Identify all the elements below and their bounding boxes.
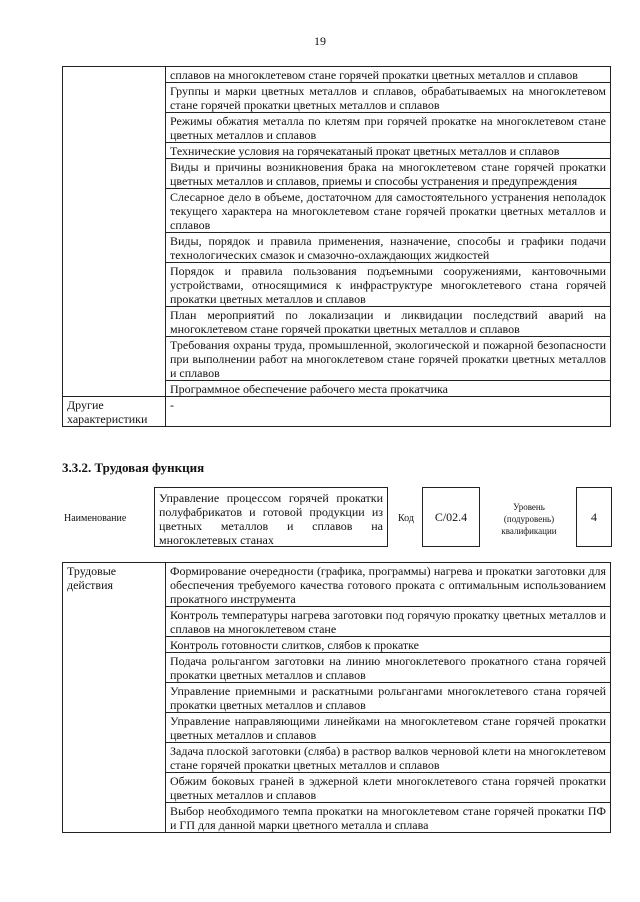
knowledge-table xyxy=(62,66,611,427)
section-title: 3.3.2. Трудовая функция xyxy=(62,460,205,475)
table-cell: Управление приемными и раскатными рольгангами многоклетевого стана горячей прокатки цветных металлов и сплавов xyxy=(166,683,611,713)
table-cell: Технические условия на горячекатаный прокат цветных металлов и сплавов xyxy=(166,143,611,159)
level-label xyxy=(486,501,572,537)
table-row xyxy=(63,397,611,427)
table-cell: Слесарное дело в объеме, достаточном для самостоятельного устранения неполадок текущего характера на многоклетевом стане горячей прокатки цветных металлов и сплавов xyxy=(166,189,611,233)
other-characteristics-value: - xyxy=(166,397,611,427)
function-code-value: C/02.4 xyxy=(434,509,468,524)
table-cell: Программное обеспечение рабочего места прокатчика xyxy=(166,381,611,397)
table-cell: Формирование очередности (графика, программы) нагрева и прокатки заготовки для обеспечения требуемого качества готового проката с оптимальным использованием прокатного инструмента xyxy=(166,563,611,607)
table-cell: Выбор необходимого темпа прокатки на многоклетевом стане горячей прокатки ПФ и ГП для данной марки цветного металла и сплава xyxy=(166,803,611,833)
row-label-cell xyxy=(63,67,166,397)
table-row xyxy=(63,67,611,83)
labor-actions-label: Трудовые действия xyxy=(63,563,166,833)
page-number: 19 xyxy=(314,34,326,48)
code-label: Код xyxy=(398,513,414,524)
table-cell: Виды, порядок и правила применения, назначение, способы и графики подачи технологических смазок и смазочно-охлаждающих жидкостей xyxy=(166,233,611,263)
table-cell: Порядок и правила пользования подъемными сооружениями, кантовочными устройствами, относящимися к инфраструктуре многоклетевого стана горячей прокатки цветных металлов и сплавов xyxy=(166,263,611,307)
qualification-level-value: 4 xyxy=(591,509,597,524)
qualification-level xyxy=(576,487,612,547)
labor-actions-table xyxy=(62,562,611,833)
table-cell: Режимы обжатия металла по клетям при горячей прокатке на многоклетевом стане цветных металлов и сплавов xyxy=(166,113,611,143)
table-cell: Обжим боковых граней в эджерной клети многоклетевого стана горячей прокатки цветных металлов и сплавов xyxy=(166,773,611,803)
table-cell: Требования охраны труда, промышленной, экологической и пожарной безопасности при выполнении работ на многоклетевом стане горячей прокатки цветных металлов и сплавов xyxy=(166,337,611,381)
table-cell: Группы и марки цветных металлов и сплавов, обрабатываемых на многоклетевом стане горячей прокатки цветных металлов и сплавов xyxy=(166,83,611,113)
table-cell: Контроль готовности слитков, слябов к прокатке xyxy=(166,637,611,653)
table-cell: сплавов на многоклетевом стане горячей прокатки цветных металлов и сплавов xyxy=(166,67,611,83)
table-cell: План мероприятий по локализации и ликвидации последствий аварий на многоклетевом стане горячей прокатки цветных металлов и сплавов xyxy=(166,307,611,337)
table-cell: Контроль температуры нагрева заготовки под горячую прокатку цветных металлов и сплавов на многоклетевом стане xyxy=(166,607,611,637)
function-code xyxy=(422,487,480,547)
name-label: Наименование xyxy=(64,513,127,524)
table-cell: Управление направляющими линейками на многоклетевом стане горячей прокатки цветных металлов и сплавов xyxy=(166,713,611,743)
table-row xyxy=(63,563,611,607)
level-label-line: Уровень xyxy=(513,502,545,512)
table-cell: Подача рольгангом заготовки на линию многоклетевого прокатного стана горячей прокатки цветных металлов и сплавов xyxy=(166,653,611,683)
function-header xyxy=(62,487,610,549)
table-cell: Задача плоской заготовки (сляба) в раствор валков черновой клети на многоклетевом стане горячей прокатки цветных металлов и сплавов xyxy=(166,743,611,773)
level-label-line: (подуровень) xyxy=(503,514,555,524)
function-title: Управление процессом горячей прокатки полуфабрикатов и готовой продукции из цветных металлов и сплавов на многоклетевых станах xyxy=(154,487,388,547)
table-cell: Виды и причины возникновения брака на многоклетевом стане горячей прокатки цветных металлов и сплавов, приемы и способы устранения и предупреждения xyxy=(166,159,611,189)
other-characteristics-label: Другие характеристики xyxy=(63,397,166,427)
level-label-line: квалификации xyxy=(501,526,557,536)
